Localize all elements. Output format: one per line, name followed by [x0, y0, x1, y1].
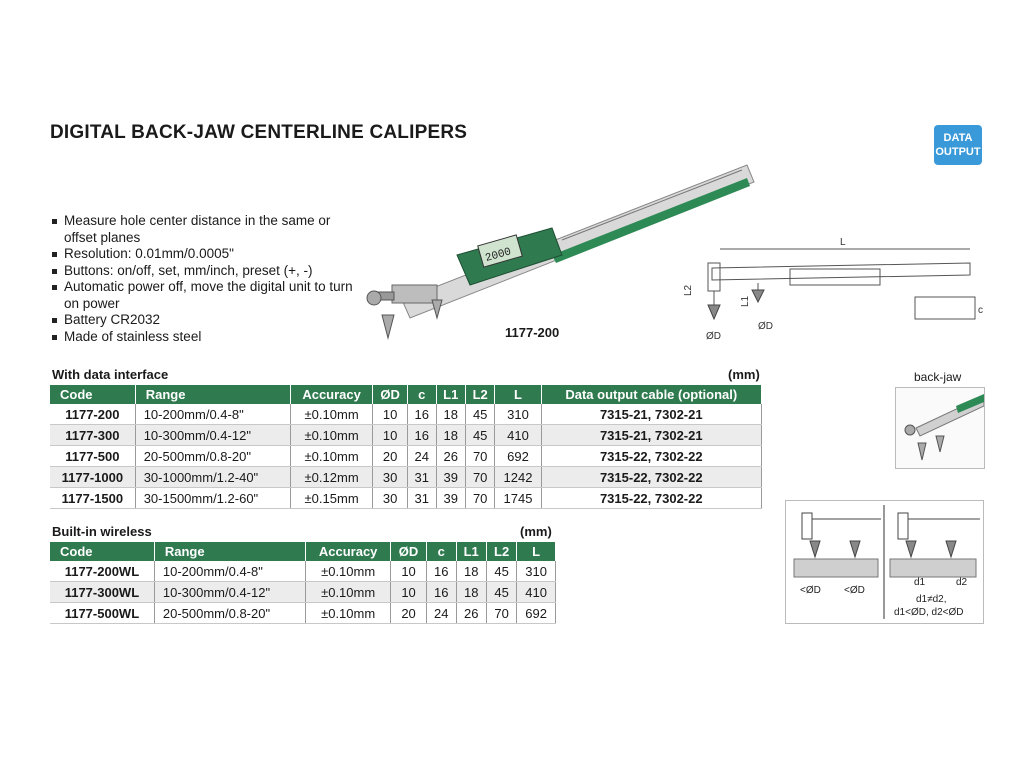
label-L: L	[840, 237, 846, 248]
column-header: L1	[456, 542, 486, 561]
table-row	[50, 561, 556, 582]
label-od-1: ØD	[706, 331, 721, 342]
column-header: c	[426, 542, 456, 561]
table-cell: ±0.10mm	[306, 603, 391, 624]
table-cell: 45	[465, 425, 494, 446]
column-header: L1	[436, 385, 465, 404]
label-L2: L2	[683, 284, 694, 296]
table-cell: 1177-300	[50, 425, 135, 446]
table-cell: 1745	[495, 488, 541, 509]
table-cell: 310	[495, 404, 541, 425]
table-cell: 1177-300WL	[50, 582, 154, 603]
table-cell: 70	[465, 446, 494, 467]
table-cell: 692	[517, 603, 556, 624]
column-header: ØD	[373, 385, 408, 404]
feature-item: Battery CR2032	[52, 312, 354, 329]
table-cell: 20	[373, 446, 408, 467]
table-cell: 692	[495, 446, 541, 467]
table-cell: 10	[391, 561, 427, 582]
table1-label: With data interface	[52, 367, 169, 382]
table-cell: 70	[486, 603, 516, 624]
technical-drawing	[680, 235, 990, 345]
table-cell: 30	[373, 488, 408, 509]
column-header: Accuracy	[290, 385, 372, 404]
table-cell: 16	[407, 404, 436, 425]
table-cell: 1177-200	[50, 404, 135, 425]
table-cell: 1177-1000	[50, 467, 135, 488]
table-cell: 39	[436, 488, 465, 509]
table-cell: 7315-22, 7302-22	[541, 446, 761, 467]
table-cell: 10	[373, 425, 408, 446]
table-cell: 70	[465, 467, 494, 488]
column-header: Data output cable (optional)	[541, 385, 761, 404]
table1-unit: (mm)	[728, 367, 760, 382]
table-cell: 10-300mm/0.4-12"	[135, 425, 290, 446]
table-cell: 18	[456, 561, 486, 582]
table-cell: 20	[391, 603, 427, 624]
column-header: c	[407, 385, 436, 404]
drawing-tips	[708, 290, 764, 319]
table-cell: 410	[495, 425, 541, 446]
column-header: Range	[154, 542, 305, 561]
column-header: Code	[50, 542, 154, 561]
backjaw-image	[896, 388, 984, 468]
table-cell: 45	[486, 582, 516, 603]
column-header: Range	[135, 385, 290, 404]
table-row	[50, 404, 762, 425]
diagram-od-2: <ØD	[844, 585, 865, 596]
table2-label: Built-in wireless	[52, 524, 152, 539]
table-cell: 10-200mm/0.4-8"	[135, 404, 290, 425]
table-cell: 45	[465, 404, 494, 425]
table-cell: 310	[517, 561, 556, 582]
diagram-note-1: d1≠d2,	[916, 594, 947, 605]
label-L1: L1	[740, 295, 751, 307]
table-cell: 30-1000mm/1.2-40"	[135, 467, 290, 488]
table-row	[50, 425, 762, 446]
label-od-2: ØD	[758, 321, 773, 332]
data-output-badge	[934, 125, 982, 165]
measurement-diagram	[785, 500, 984, 624]
table-cell: 1177-200WL	[50, 561, 154, 582]
table-cell: 30-1500mm/1.2-60"	[135, 488, 290, 509]
table-row	[50, 446, 762, 467]
backjaw-label: back-jaw	[914, 370, 962, 384]
table-cell: 18	[436, 404, 465, 425]
table-header-row	[50, 542, 556, 561]
table-cell: ±0.10mm	[290, 404, 372, 425]
table-cell: 45	[486, 561, 516, 582]
back-jaw-assembly	[367, 285, 442, 338]
feature-item: Measure hole center distance in the same or offset planes	[52, 213, 354, 246]
table-cell: ±0.12mm	[290, 467, 372, 488]
table-cell: 20-500mm/0.8-20"	[154, 603, 305, 624]
table-cell: 70	[465, 488, 494, 509]
table-cell: 1177-500WL	[50, 603, 154, 624]
table-cell: ±0.10mm	[290, 425, 372, 446]
table-cell: 18	[456, 582, 486, 603]
column-header: ØD	[391, 542, 427, 561]
table-cell: 24	[426, 603, 456, 624]
table2-unit: (mm)	[520, 524, 552, 539]
spec-table-wireless	[50, 542, 556, 624]
table-cell: 10	[373, 404, 408, 425]
feature-item: Made of stainless steel	[52, 329, 354, 346]
column-header: Code	[50, 385, 135, 404]
table-cell: 20-500mm/0.8-20"	[135, 446, 290, 467]
table-row	[50, 467, 762, 488]
table-cell: 16	[426, 561, 456, 582]
column-header: L	[517, 542, 556, 561]
table-cell: ±0.10mm	[290, 446, 372, 467]
feature-list	[52, 213, 354, 345]
table-cell: ±0.15mm	[290, 488, 372, 509]
table-cell: 31	[407, 488, 436, 509]
badge-line-1: DATA	[943, 132, 973, 144]
table-cell: 1242	[495, 467, 541, 488]
drawing-outline	[708, 249, 975, 319]
feature-item: Buttons: on/off, set, mm/inch, preset (+, -)	[52, 263, 354, 280]
table-cell: 31	[407, 467, 436, 488]
table-cell: 7315-22, 7302-22	[541, 488, 761, 509]
diagram-od-1: <ØD	[800, 585, 821, 596]
table-cell: 16	[426, 582, 456, 603]
table-cell: 1177-1500	[50, 488, 135, 509]
table-header-row	[50, 385, 762, 404]
column-header: Accuracy	[306, 542, 391, 561]
table-cell: 10-200mm/0.4-8"	[154, 561, 305, 582]
table-cell: 26	[456, 603, 486, 624]
table-cell: ±0.10mm	[306, 582, 391, 603]
page-title: DIGITAL BACK-JAW CENTERLINE CALIPERS	[50, 122, 468, 143]
diagram-d1: d1	[914, 577, 926, 588]
table-cell: 7315-21, 7302-21	[541, 425, 761, 446]
badge-line-2: OUTPUT	[935, 146, 981, 158]
table-cell: 30	[373, 467, 408, 488]
table-cell: 18	[436, 425, 465, 446]
diagram-note-2: d1<ØD, d2<ØD	[894, 607, 964, 618]
table-cell: 24	[407, 446, 436, 467]
svg-text:2000: 2000	[484, 246, 513, 266]
diagram-d2: d2	[956, 577, 968, 588]
table-cell: 10	[391, 582, 427, 603]
table-cell: 7315-22, 7302-22	[541, 467, 761, 488]
table-cell: 39	[436, 467, 465, 488]
backjaw-inset	[895, 387, 985, 469]
column-header: L2	[465, 385, 494, 404]
feature-item: Resolution: 0.01mm/0.0005"	[52, 246, 354, 263]
table-row	[50, 603, 556, 624]
column-header: L2	[486, 542, 516, 561]
spec-table-data-interface	[50, 385, 762, 509]
table-cell: 16	[407, 425, 436, 446]
column-header: L	[495, 385, 541, 404]
table-cell: 7315-21, 7302-21	[541, 404, 761, 425]
table-row	[50, 488, 762, 509]
table-cell: 10-300mm/0.4-12"	[154, 582, 305, 603]
feature-item: Automatic power off, move the digital unit to turn on power	[52, 279, 354, 312]
table-cell: 26	[436, 446, 465, 467]
table-cell: 410	[517, 582, 556, 603]
table-row	[50, 582, 556, 603]
table-cell: 1177-500	[50, 446, 135, 467]
measurement-diagram-svg	[786, 501, 983, 623]
table-cell: ±0.10mm	[306, 561, 391, 582]
photo-caption: 1177-200	[505, 325, 560, 340]
label-c: c	[978, 305, 983, 316]
